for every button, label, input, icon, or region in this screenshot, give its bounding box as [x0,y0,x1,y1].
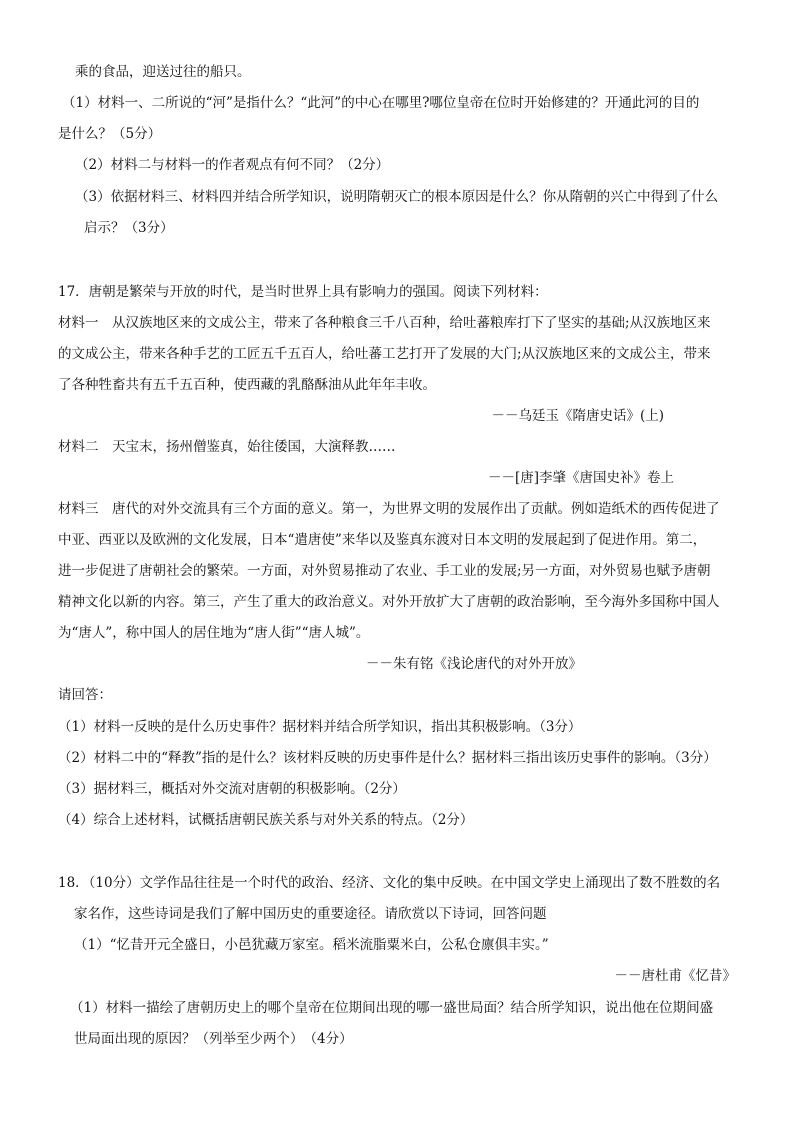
q17-material1-line2: 的文成公主，带来各种手艺的工匠五千五百人，给吐蕃工艺打开了发展的大门;从汉族地区来的文成公主，带来 [58,346,711,362]
q17-material3-source: －－朱有铭《浅论唐代的对外开放》 [366,656,582,672]
q17-material1-source: －－乌廷玉《隋唐史话》(上) [491,408,664,424]
q17-material1-line3: 了各种牲畜共有五千五百种，使西藏的乳酪酥油从此年年丰收。 [58,377,436,393]
q18-question1-line1: （1）材料一描绘了唐朝历史上的哪个皇帝在位期间出现的哪一盛世局面？结合所学知识，说出他在位期间盛 [70,1000,714,1016]
q18-poem: （1）“忆昔开元全盛日，小邑犹藏万家室。稻米流脂粟米白，公私仓廪俱丰实。” [74,937,549,953]
q16-part1-line2: 是什么？（5分） [58,126,162,142]
q16-part1-line1: （1）材料一、二所说的“河”是指什么？“此河”的中心在哪里?哪位皇帝在位时开始修建的？开通此河的目的 [62,95,700,111]
q17-question1: （1）材料一反映的是什么历史事件？据材料并结合所学知识，指出其积极影响。（3分） [58,719,582,735]
q16-part3-line2: 启示？（3分） [84,220,174,236]
q17-material3-line1: 材料三 唐代的对外交流具有三个方面的意义。第一，为世界文明的发展作出了贡献。例如造纸术的西传促进了 [58,501,720,517]
q18-stem-line2: 家名作，这些诗词是我们了解中国历史的重要途径。请欣赏以下诗词，回答问题 [74,906,547,922]
q17-question4: （4）综合上述材料，试概括唐朝民族关系与对外关系的特点。（2分） [58,812,474,828]
q17-question3: （3）据材料三，概括对外交流对唐朝的积极影响。（2分） [58,781,406,797]
q17-material3-line4: 精神文化以新的内容。第三，产生了重大的政治意义。对外开放扩大了唐朝的政治影响，至今海外多国称中国人 [58,594,720,610]
q17-material1-line1: 材料一 从汉族地区来的文成公主，带来了各种粮食三千八百种，给吐蕃粮库打下了坚实的基础;从汉族地区来 [58,315,711,331]
q17-question2: （2）材料二中的“释教”指的是什么？该材料反映的历史事件是什么？据材料三指出该历史事件的影响。（3分） [58,750,717,766]
q18-stem-line1: 18．（10分）文学作品往往是一个时代的政治、经济、文化的集中反映。在中国文学史上涌现出了数不胜数的名 [58,875,721,891]
q16-part3-line1: （3）依据材料三、材料四并结合所学知识，说明隋朝灭亡的根本原因是什么？你从隋朝的兴亡中得到了什么 [75,189,719,205]
q17-material2-source: －－[唐]李肇《唐国史补》卷上 [487,470,674,486]
q17-prompt: 请回答： [58,687,112,703]
q17-material3-line3: 进一步促进了唐朝社会的繁荣。一方面，对外贸易推动了农业、手工业的发展;另一方面，对外贸易也赋予唐朝 [58,563,711,579]
q17-stem: 17．唐朝是繁荣与开放的时代，是当时世界上具有影响力的强国。阅读下列材料： [58,284,548,300]
q18-question1-line2: 世局面出现的原因？（列举至少两个） （4分） [74,1031,353,1047]
q17-material3-line5: 为“唐人”，称中国人的居住地为“唐人街”“唐人城”。 [58,625,370,641]
q18-poem-source: －－唐杜甫《忆昔》 [614,968,736,984]
q17-material3-line2: 中亚、西亚以及欧洲的文化发展，日本“遣唐使”来华以及鉴真东渡对日本文明的发展起到了促进作用。第二， [58,532,707,548]
q16-part2: （2）材料二与材料一的作者观点有何不同？（2分） [75,157,390,173]
q17-material2-line1: 材料二 天宝末，扬州僧鉴真，始往倭国，大演释教…… [58,439,396,455]
q16-continuation: 乘的食品，迎送过往的船只。 [75,64,251,80]
